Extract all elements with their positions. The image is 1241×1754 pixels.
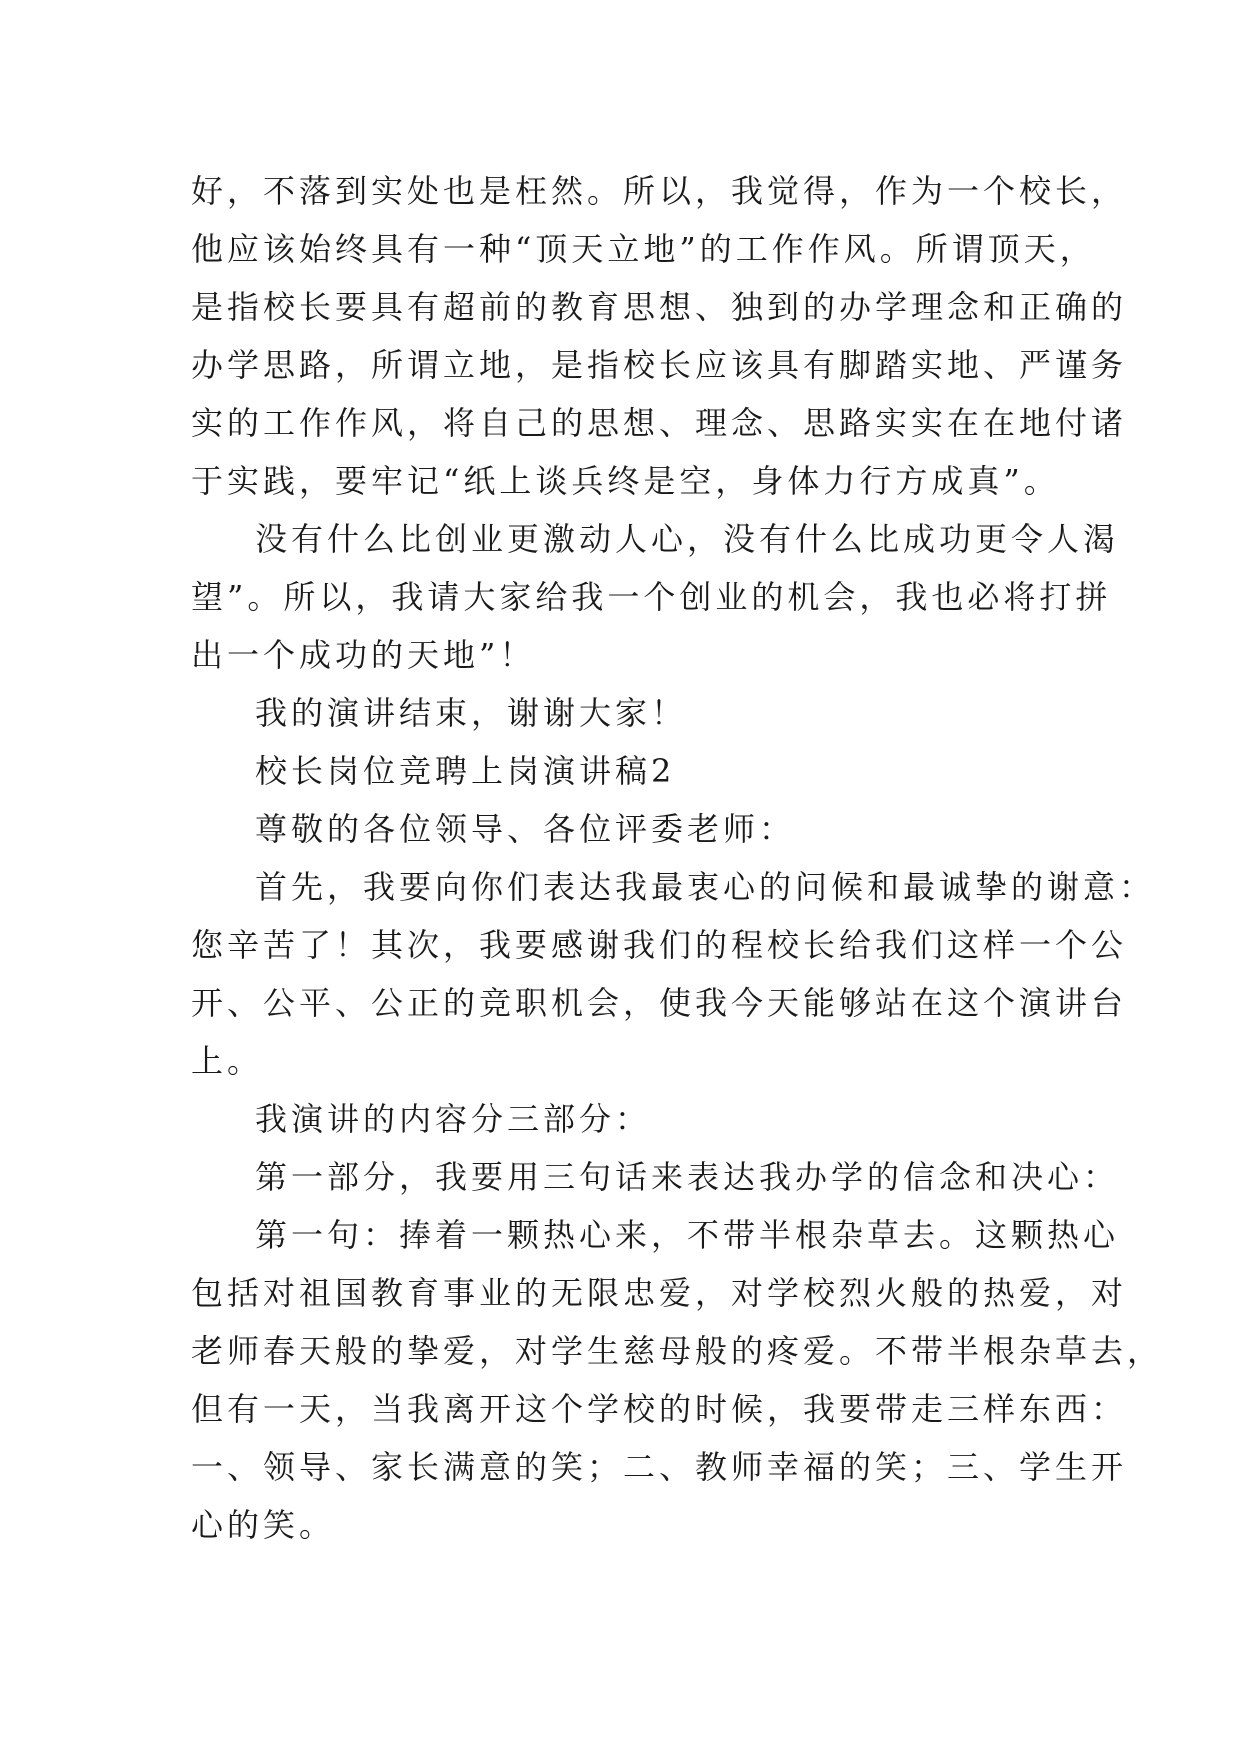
text-line: 包括对祖国教育事业的无限忠爱，对学校烈火般的热爱，对 [191,1274,1128,1312]
document-body [191,162,1164,1554]
text-line: 我的演讲结束，谢谢大家！ [255,694,688,732]
text-line: 于实践，要牢记“纸上谈兵终是空，身体力行方成真”。 [191,462,1060,500]
text-line: 第一句：捧着一颗热心来，不带半根杂草去。这颗热心 [255,1216,1120,1254]
text-line: 老师春天般的挚爱，对学生慈母般的疼爱。不带半根杂草去， [191,1332,1164,1370]
text-line: 望”。所以，我请大家给我一个创业的机会，我也必将打拼 [191,578,1112,616]
text-line: 上。 [191,1042,264,1080]
text-line: 出一个成功的天地”！ [191,636,536,674]
text-line: 办学思路，所谓立地，是指校长应该具有脚踏实地、严谨务 [191,346,1128,384]
text-line: 首先，我要向你们表达我最衷心的问候和最诚挚的谢意： [255,868,1156,906]
text-line: 我演讲的内容分三部分： [255,1100,652,1138]
text-line: 实的工作作风，将自己的思想、理念、思路实实在在地付诸 [191,404,1128,442]
text-line: 没有什么比创业更激动人心，没有什么比成功更令人渴 [255,520,1120,558]
text-line: 他应该始终具有一种“顶天立地”的工作作风。所谓顶天， [191,230,1096,268]
text-line: 第一部分，我要用三句话来表达我办学的信念和决心： [255,1158,1120,1196]
text-line: 但有一天，当我离开这个学校的时候，我要带走三样东西： [191,1390,1128,1428]
text-line: 心的笑。 [191,1506,336,1544]
text-line: 开、公平、公正的竞职机会，使我今天能够站在这个演讲台 [191,984,1128,1022]
text-line: 一、领导、家长满意的笑；二、教师幸福的笑；三、学生开 [191,1448,1128,1486]
text-line: 您辛苦了！其次，我要感谢我们的程校长给我们这样一个公 [191,926,1128,964]
text-line: 是指校长要具有超前的教育思想、独到的办学理念和正确的 [191,288,1128,326]
text-line: 校长岗位竞聘上岗演讲稿2 [255,752,676,790]
text-line: 好，不落到实处也是枉然。所以，我觉得，作为一个校长， [191,172,1128,210]
text-line: 尊敬的各位领导、各位评委老师： [255,810,796,848]
